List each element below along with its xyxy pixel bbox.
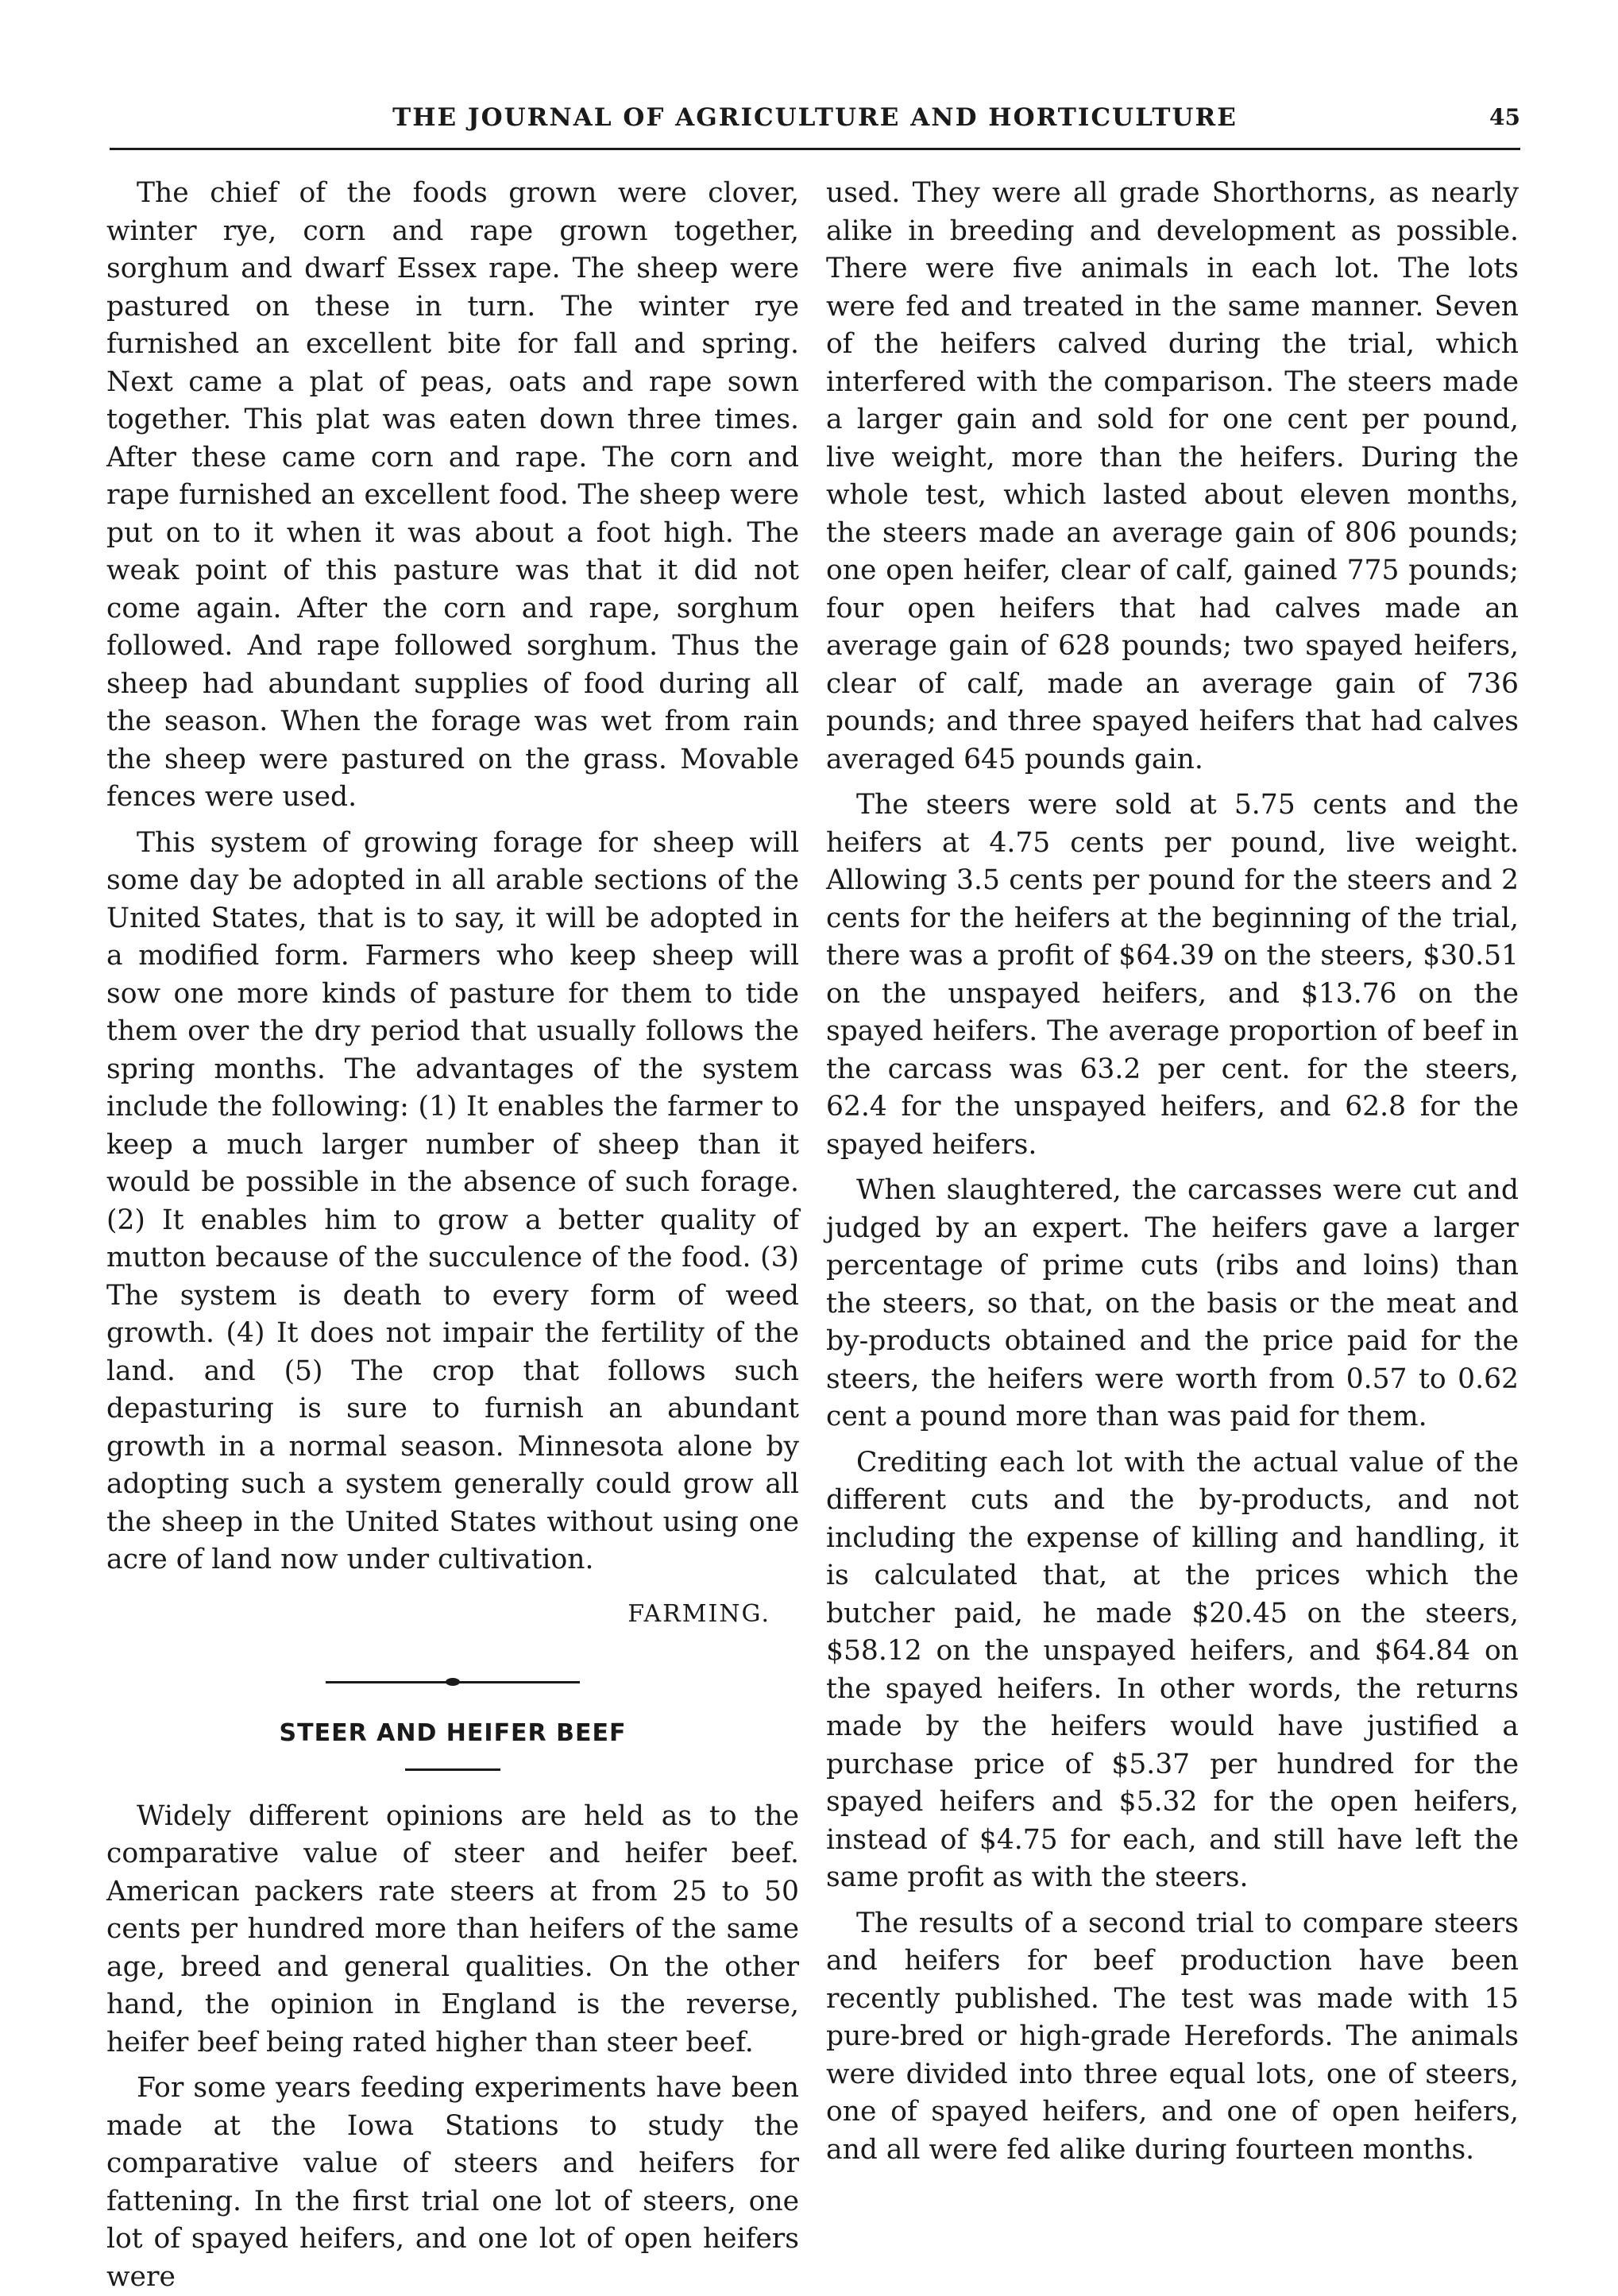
page-header [110, 102, 1520, 149]
left-column [106, 175, 799, 2296]
paragraph-continuation: used. They were all grade Shorthorns, as nearly alike in breeding and development as possible. There were five animals in each lot. The lots were fed and treated in the same manner. Seven of the heifers calved during the trial, which interfered with the comparison. The steers made a larger gain and sold for one cent per pound, live weight, more than the heifers. During the whole test, which lasted about eleven months, the steers made an average gain of 806 pounds; one open heifer, clear of calf, gained 775 pounds; four open heifers that had calves made an average gain of 628 pounds; two spayed heifers, clear of calf, made an average gain of 736 pounds; and three spayed heifers that had calves averaged 645 pounds gain. [826, 177, 1519, 775]
paragraph: This system of growing forage for sheep will some day be adopted in all arable sections of the United States, that is to say, it will be adopted in a modified form. Farmers who keep sheep will sow one more kinds of pasture for them to tide them over the dry period that usually follows the spring months. The advantages of the system include the following: (1) It enables the farmer to keep a much larger number of sheep than it would be possible in the absence of such forage. (2) It enables him to grow a better quality of mutton because of the succulence of the food. (3) The system is death to every form of weed growth. (4) It does not impair the fertility of the land. and (5) The crop that follows such depasturing is sure to furnish an abundant growth in a normal season. Minnesota alone by adopting such a system generally could grow all the sheep in the United States without using one acre of land now under cultivation. [106, 826, 799, 1575]
article-signature: FARMING. [628, 1599, 770, 1628]
right-column [826, 175, 1519, 2169]
running-head: THE JOURNAL OF AGRICULTURE AND HORTICULTURE [392, 103, 1238, 132]
paragraph: When slaughtered, the carcasses were cut and judged by an expert. The heifers gave a larger percentage of prime cuts (ribs and loins) than the steers, so that, on the basis or the meat and by-products obtained and the price paid for the steers, the heifers were worth from 0.57 to 0.62 cent a pound more than was paid for them. [826, 1174, 1519, 1432]
section-title: STEER AND HEIFER BEEF [279, 1718, 627, 1747]
paragraph: For some years feeding experiments have been made at the Iowa Stations to study the comparative value of steers and heifers for fattening. In the first trial one lot of steers, one lot of spayed heifers, and one lot of open heifers were [106, 2072, 799, 2293]
paragraph: The results of a second trial to compare steers and heifers for beef production have been recently published. The test was made with 15 pure-bred or high-grade Herefords. The animals were divided into three equal lots, one of steers, one of spayed heifers, and one of open heifers, and all were fed alike during fourteen months. [826, 1907, 1519, 2166]
paragraph: Crediting each lot with the actual value of the different cuts and the by-products, and not including the expense of killing and handling, it is calculated that, at the prices which the butcher paid, he made $20.45 on the steers, $58.12 on the unspayed heifers, and $64.84 on the spayed heifers. In other words, the returns made by the heifers would have justified a purchase price of $5.37 per hundred for the spayed heifers and $5.32 for the open heifers, instead of $4.75 for each, and still have left the same profit as with the steers. [826, 1446, 1519, 1893]
paragraph: Widely different opinions are held as to the comparative value of steer and heifer beef. American packers rate steers at from 25 to 50 cents per hundred more than heifers of the same age, breed and general qualities. On the other hand, the opinion in England is the reverse, heifer beef being rated higher than steer beef. [106, 1799, 799, 2058]
paragraph: The steers were sold at 5.75 cents and the heifers at 4.75 cents per pound, live weight. Allowing 3.5 cents per pound for the steers and 2 cents for the heifers at the beginning of the trial, there was a profit of $64.39 on the steers, $30.51 on the unspayed heifers, and $13.76 on the spayed heifers. The average proportion of beef in the carcass was 63.2 per cent. for the steers, 62.4 for the unspayed heifers, and 62.8 for the spayed heifers. [826, 789, 1519, 1161]
section-divider-ornament [326, 1678, 580, 1686]
divider-dot [446, 1678, 460, 1686]
paragraph: The chief of the foods grown were clover, winter rye, corn and rape grown together, sorghum and dwarf Essex rape. The sheep were pastured on these in turn. The winter rye furnished an excellent bite for fall and spring. Next came a plat of peas, oats and rape sown together. This plat was eaten down three times. After these came corn and rape. The corn and rape furnished an excellent food. The sheep were put on to it when it was about a foot high. The weak point of this pasture was that it did not come again. After the corn and rape, sorghum followed. And rape followed sorghum. Thus the sheep had abundant supplies of food during all the season. When the forage was wet from rain the sheep were pastured on the grass. Movable fences were used. [106, 177, 799, 813]
page-number: 45 [1489, 104, 1520, 130]
header-rule [110, 148, 1520, 150]
title-rule [405, 1768, 500, 1771]
